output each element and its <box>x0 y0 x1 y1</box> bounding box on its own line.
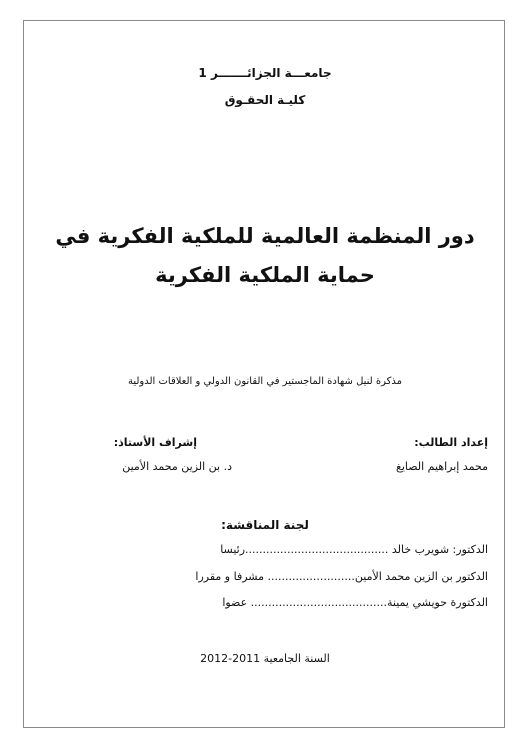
committee-member-supervisor: الدكتور بن الزين محمد الأمين......................... مشرفا و مقررا <box>195 570 488 583</box>
committee-member-chair: الدكتور: شويرب خالد .........................................رئيسا <box>220 543 488 556</box>
committee-member-examiner: الدكتورة حويشي يمينة....................................... عضوا <box>222 596 488 609</box>
committee-title: لجنة المناقشة: <box>221 518 309 532</box>
student-label: إعداد الطالب: <box>414 436 488 449</box>
supervisor-name: د. بن الزين محمد الأمين <box>122 460 232 473</box>
page-frame <box>23 20 505 728</box>
thesis-title-line-2: حماية الملكية الفكرية <box>155 263 375 287</box>
supervisor-label: إشراف الأستاذ: <box>113 436 197 449</box>
student-name: محمد إبراهيم الصايغ <box>395 460 488 473</box>
faculty-name: كليـة الحقـوق <box>224 93 306 107</box>
thesis-title-line-1: دور المنظمة العالمية للملكية الفكرية في <box>55 224 475 248</box>
memo-description: مذكرة لنيل شهادة الماجستير في القانون الدولي و العلاقات الدولية <box>127 376 403 387</box>
university-name: جامعـــة الجزائـــــــر 1 <box>198 66 332 80</box>
academic-year: السنة الجامعية 2011-2012 <box>200 652 330 665</box>
